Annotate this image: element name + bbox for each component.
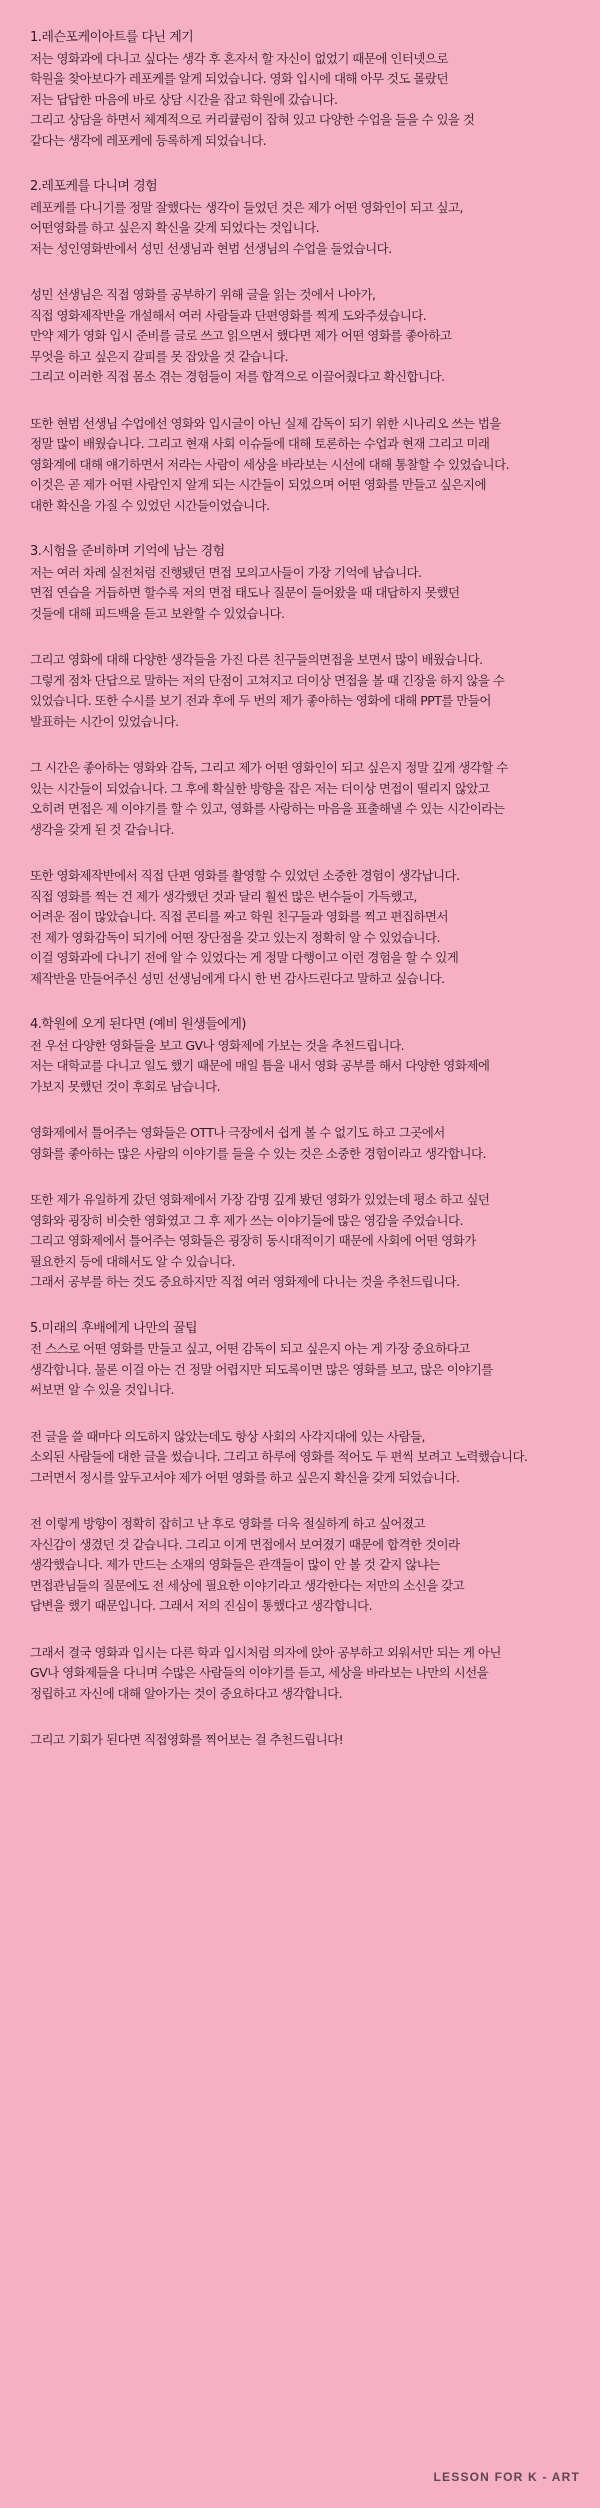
text-line: 영화계에 대해 얘기하면서 저라는 사람이 세상을 바라보는 시선에 대해 통찰할 수 있었습니다. [30,456,510,472]
text-line: 저는 성인영화반에서 성민 선생님과 현범 선생님의 수업을 들었습니다. [30,240,392,256]
text-line: 있는 시간들이 되었습니다. 그 후에 확실한 방향을 잡은 저는 더이상 면접이 떨리지 않았고 [30,780,490,796]
text-line: 같다는 생각에 레포케에 등록하게 되었습니다. [30,132,267,148]
section-heading: 5.미래의 후배에게 나만의 꿀팁 [30,1320,197,1336]
text-line: 면접관님들의 질문에도 전 세상에 필요한 이야기라고 생각한다는 저만의 소신을 갖고 [30,1577,465,1593]
text-line: 가보지 못했던 것이 후회로 남습니다. [30,1078,220,1094]
section-heading: 2.레포케를 다니며 경험 [30,179,158,194]
section-3-paragraph [30,650,586,732]
section-5-paragraph [30,1643,586,1705]
text-line: 영화를 좋아하는 많은 사람의 이야기를 들을 수 있는 것은 소중한 경험이라고 생각합니다. [30,1145,486,1161]
text-line: 레포케를 다니기를 정말 잘했다는 생각이 들었던 것은 제가 어떤 영화인이 되고 싶고, [30,199,463,215]
text-line: 그러면서 정시를 앞두고서야 제가 어떤 영화를 하고 싶은지 확신을 갖게 되었습니다. [30,1469,460,1485]
text-line: 소외된 사람들에 대한 글을 썼습니다. 그리고 하루에 영화를 적어도 두 편씩 보려고 노력했습니다. [30,1449,528,1464]
text-line: 오히려 면접은 제 이야기를 할 수 있고, 영화를 사랑하는 마음을 표출해낼 수 있는 시간이라는 [30,801,505,816]
section-5 [30,1319,586,1401]
section-heading: 1.레슨포케이아트를 다닌 계기 [30,30,194,45]
text-line: 또한 현범 선생님 수업에선 영화와 입시글이 아닌 실제 감독이 되기 위한 시나리오 쓰는 법을 [30,415,501,431]
text-line: 대한 확신을 가질 수 있었던 시간들이었습니다. [30,497,270,513]
section-heading: 3.시험을 준비하며 기억에 남는 경험 [30,544,225,559]
section-3-paragraph [30,758,586,840]
text-line: 정립하고 자신에 대해 알아가는 것이 중요하다고 생각합니다. [30,1685,343,1701]
text-line: 이것은 곧 제가 어떤 사람인지 알게 되는 시간들이 되었으며 어떤 영화를 만들고 싶은지에 [30,477,486,492]
text-line: 또한 영화제작반에서 직접 단편 영화를 촬영할 수 있었던 소중한 경험이 생각납니다. [30,868,460,883]
text-line: 성민 선생님은 직접 영화를 공부하기 위해 글을 읽는 것에서 나아가, [30,287,376,302]
text-line: 또한 제가 유일하게 갔던 영화제에서 가장 감명 깊게 봤던 영화가 있었는데 평소 하고 싶던 [30,1192,490,1207]
section-heading: 4.학원에 오게 된다면 (예비 원생들에게) [30,1017,246,1032]
text-line: 생각합니다. 물론 이걸 아는 건 정말 어렵지만 되도록이면 많은 영화를 보고, 많은 이야기를 [30,1361,493,1377]
article-body [30,28,586,1777]
section-5-paragraph [30,1514,586,1617]
text-line: 전 글을 쓸 때마다 의도하지 않았는데도 항상 사회의 사각지대에 있는 사람들, [30,1428,425,1444]
section-4-paragraph [30,1190,586,1293]
section-1 [30,28,586,151]
text-line: 그리고 기회가 된다면 직접영화를 찍어보는 걸 추천드립니다! [30,1732,344,1747]
text-line: 면접 연습을 거듭하면 할수록 저의 면접 태도나 질문이 들어왔을 때 대답하지 못했던 [30,585,460,600]
text-line: 전 스스로 어떤 영화를 만들고 싶고, 어떤 감독이 되고 싶은지 아는 게 가장 중요하다고 [30,1341,470,1356]
text-line: 영화제에서 틀어주는 영화들은 OTT나 극장에서 쉽게 볼 수 없기도 하고 그곳에서 [30,1125,445,1140]
text-line: 발표하는 시간이 있었습니다. [30,713,179,729]
section-2-paragraph [30,285,586,388]
text-line: 만약 제가 영화 입시 준비를 글로 쓰고 읽으면서 했다면 제가 어떤 영화를 좋아하고 [30,328,452,343]
text-line: 그리고 영화에 대해 다양한 생각들을 가진 다른 친구들의면접을 보면서 많이 배웠습니다. [30,652,483,667]
text-line: 직접 영화제작반을 개설해서 여러 사람들과 단편영화를 찍게 도와주셨습니다. [30,307,427,323]
text-line: 것들에 대해 피드백을 듣고 보완할 수 있었습니다. [30,605,285,621]
section-3-paragraph [30,866,586,989]
text-line: 학원을 찾아보다가 레포케를 알게 되었습니다. 영화 입시에 대해 아무 것도 몰랐던 [30,71,448,86]
text-line: 이걸 영화과에 다니기 전에 알 수 있었다는 게 정말 다행이고 이런 경험을 할 수 있게 [30,950,459,965]
text-line: 그래서 결국 영화과 입시는 다른 학과 입시처럼 의자에 앉아 공부하고 외워서만 되는 게 아닌 [30,1644,501,1660]
text-line: 그리고 상담을 하면서 체계적으로 커리큘럼이 잡혀 있고 다양한 수업을 들을 수 있을 것 [30,112,475,127]
text-line: 그리고 영화제에서 틀어주는 영화들은 굉장히 동시대적이기 때문에 사회에 어떤 영화가 [30,1233,476,1248]
text-line: 생각했습니다. 제가 만드는 소재의 영화들은 관객들이 많이 안 볼 것 같지 않냐는 [30,1557,440,1572]
text-line: 영화와 굉장히 비슷한 영화였고 그 후 제가 쓰는 이야기들에 많은 영감을 주었습니다. [30,1212,463,1228]
section-2 [30,177,586,259]
section-4 [30,1015,586,1097]
text-line: 그리고 이러한 직접 몸소 겪는 경험들이 저를 합격으로 이끌어줬다고 확신합니다. [30,369,445,384]
text-line: 저는 답답한 마음에 바로 상담 시간을 잡고 학원에 갔습니다. [30,91,338,107]
text-line: 전 이렇게 방향이 정확히 잡히고 난 후로 영화를 더욱 절실하게 하고 싶어졌고 [30,1516,425,1531]
text-line: 있었습니다. 또한 수시를 보기 전과 후에 두 번의 제가 좋아하는 영화에 대해 PPT를 만들어 [30,693,491,708]
section-3 [30,542,586,624]
text-line: 저는 여러 차례 실전처럼 진행됐던 면접 모의고사들이 가장 기억에 남습니다. [30,564,422,580]
text-line: 자신감이 생겼던 것 같습니다. 그리고 이게 면접에서 보여졌기 때문에 합격한 것이라 [30,1536,460,1552]
section-5-paragraph [30,1730,586,1751]
text-line: 어떤영화를 하고 싶은지 확신을 갖게 되었다는 것입니다. [30,220,320,235]
text-line: 답변을 했기 때문입니다. 그래서 저의 진심이 통했다고 생각합니다. [30,1598,372,1613]
text-line: 그래서 공부를 하는 것도 중요하지만 직접 여러 영화제에 다니는 것을 추천드립니다. [30,1274,460,1289]
text-line: 생각을 갖게 된 것 같습니다. [30,821,174,837]
text-line: 정말 많이 배웠습니다. 그리고 현재 사회 이슈들에 대해 토론하는 수업과 현재 그리고 미래 [30,436,490,451]
text-line: 전 우선 다양한 영화들을 보고 GV나 영화제에 가보는 것을 추천드립니다. [30,1037,405,1053]
text-line: 그렇게 점차 단답으로 말하는 저의 단점이 고쳐지고 더이상 면접을 볼 때 긴장을 하지 않을 수 [30,672,505,688]
text-line: 무엇을 하고 싶은지 갈피를 못 잡았을 것 같습니다. [30,348,288,364]
section-2-paragraph [30,414,586,517]
text-line: 그 시간은 좋아하는 영화와 감독, 그리고 제가 어떤 영화인이 되고 싶은지 정말 깊게 생각할 수 [30,760,508,775]
text-line: 어려운 점이 많았습니다. 직접 콘티를 짜고 학원 친구들과 영화를 찍고 편집하면서 [30,909,448,924]
text-line: 직접 영화를 찍는 건 제가 생각했던 것과 달리 훨씬 많은 변수들이 가득했고, [30,888,417,904]
text-line: 저는 대학교를 다니고 일도 했기 때문에 매일 틈을 내서 영화 공부를 해서 다양한 영화제에 [30,1058,490,1073]
text-line: 써보면 알 수 있을 것입니다. [30,1382,174,1397]
text-line: 전 제가 영화감독이 되기에 어떤 장단점을 갖고 있는지 정확히 알 수 있었습니다. [30,929,440,945]
text-line: GV나 영화제들을 다니며 수많은 사람들의 이야기를 듣고, 세상을 바라보는 나만의 시선을 [30,1665,489,1680]
section-4-paragraph [30,1123,586,1164]
text-line: 저는 영화과에 다니고 싶다는 생각 후 혼자서 할 자신이 없었기 때문에 인터넷으로 [30,50,448,66]
section-5-paragraph [30,1427,586,1489]
text-line: 제작반을 만들어주신 성민 선생님에게 다시 한 번 감사드린다고 말하고 싶습니다. [30,970,445,986]
footer-brand: LESSON FOR K - ART [433,2470,580,2484]
text-line: 필요한지 등에 대해서도 알 수 있습니다. [30,1253,235,1269]
